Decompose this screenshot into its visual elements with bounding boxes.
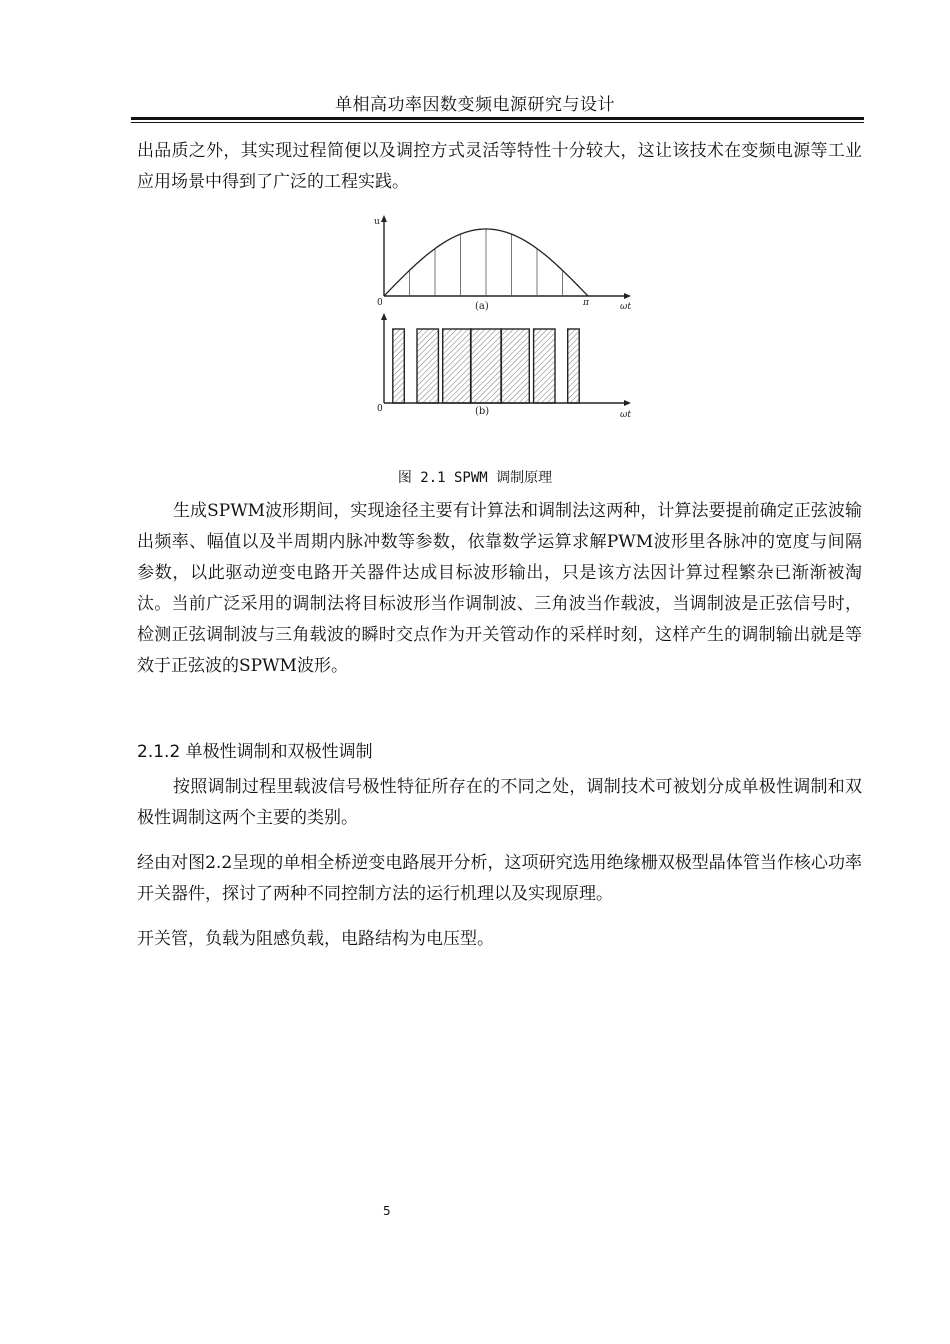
spwm-pulse [471, 329, 502, 403]
label-origin-b: 0 [377, 404, 383, 414]
page-number: 5 [383, 1204, 391, 1218]
spwm-pulse [534, 329, 555, 403]
arrow-y-a [381, 215, 387, 222]
paragraph-spwm-methods: 生成SPWM波形期间，实现途径主要有计算法和调制法这两种，计算法要提前确定正弦波输出频率、幅值以及半周期内脉冲数等参数，依靠数学运算求解PWM波形里各脉冲的宽度与间隔参数，以此驱动逆变电路开关器件达成目标波形输出，只是该方法因计算过程繁杂已渐渐被淘汰。当前广泛采用的调制法将目标波形当作调制波、三角波当作载波，当调制波是正弦信号时，检测正弦调制波与三角载波的瞬时交点作为开关管动作的采样时刻，这样产生的调制输出就是等效于正弦波的SPWM波形。 [137, 501, 862, 676]
running-header: 单相高功率因数变频电源研究与设计 [335, 95, 615, 115]
label-sub-b: (b) [475, 406, 490, 417]
paragraph-full-bridge: 经由对图2.2呈现的单相全桥逆变电路展开分析，这项研究选用绝缘栅双极型晶体管当作核心功率开关器件，探讨了两种不同控制方法的运行机理以及实现原理。 [137, 853, 862, 904]
subfigure-a [381, 215, 631, 299]
paragraph-switch-load: 开关管，负载为阻感负载，电路结构为电压型。 [137, 929, 494, 949]
label-omega-b: ωt [620, 410, 631, 420]
label-sub-a: (a) [475, 301, 489, 312]
figure-caption: 图 2.1 SPWM 调制原理 [397, 470, 553, 486]
spwm-figure [370, 212, 642, 427]
paragraph-continuation: 出品质之外，其实现过程简便以及调控方式灵活等特性十分较大，这让该技术在变频电源等工业应用场景中得到了广泛的工程实践。 [137, 141, 862, 192]
spwm-pulse [568, 329, 580, 403]
section-heading: 2.1.2 单极性调制和双极性调制 [137, 742, 373, 762]
header-rule-thick [131, 117, 864, 120]
label-origin-a: 0 [377, 298, 383, 308]
spwm-pulse [417, 329, 438, 403]
spwm-pulse [393, 329, 405, 403]
label-omega-a: ωt [620, 302, 631, 312]
arrow-x-a [624, 293, 631, 299]
spwm-pulse [443, 329, 471, 403]
paragraph-modulation-types: 按照调制过程里载波信号极性特征所存在的不同之处，调制技术可被划分成单极性调制和双极性调制这两个主要的类别。 [137, 777, 862, 828]
arrow-x-b [624, 400, 631, 406]
subfigure-b [381, 313, 631, 406]
label-u: u [374, 217, 380, 227]
label-pi: π [583, 298, 589, 308]
arrow-y-b [381, 313, 387, 320]
header-rule-thin [131, 122, 864, 123]
spwm-pulse [501, 329, 529, 403]
